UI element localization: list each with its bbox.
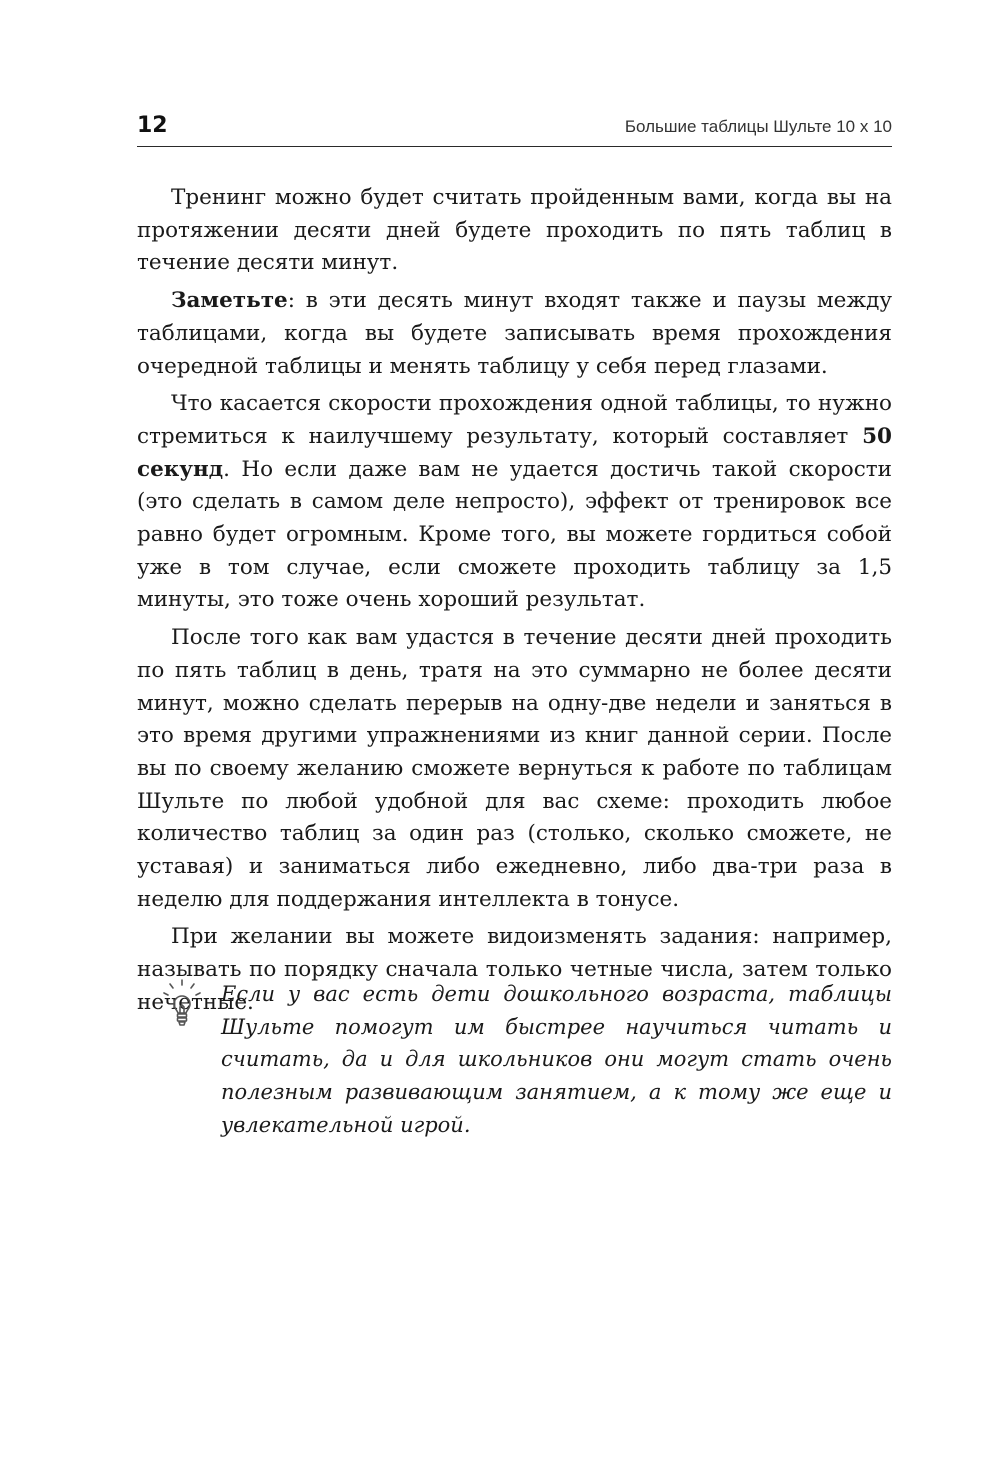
paragraph-4-text: После того как вам удастся в течение десяти дней проходить по пять таблиц в день, тратя на это суммарно не более десяти минут, можно сделать перерыв на одну-две недели и заняться в это время другими упражнениями из книг данной серии. После вы по своему желанию сможете вернуться к работе по таблицам Шульте по любой удобной для вас схеме: проходить любое количество таблиц за один раз (столько, сколько сможете, не уставая) и заниматься либо ежедневно, либо два-три раза в неделю для поддержания интеллекта в тонусе. — [137, 625, 892, 912]
body-text — [137, 182, 892, 1025]
paragraph-2 — [137, 285, 892, 383]
running-title: Большие таблицы Шульте 10 х 10 — [624, 117, 892, 136]
lightbulb-icon — [160, 978, 204, 1030]
tip-text: Если у вас есть дети дошкольного возраста, таблицы Шульте помогут им быстрее научиться читать и считать, да и для школьников они могут стать очень полезным развивающим занятием, а к тому же еще и увлекательной игрой. — [221, 982, 892, 1137]
best-result-value: 50 секунд — [137, 423, 892, 482]
paragraph-3-text-after: . Но если даже вам не удается достичь такой скорости (это сделать в самом деле непросто), эффект от тренировок все равно будет огромным. Кроме того, вы можете гордиться собой уже в том случае, если сможете проходить таблицу за 1,5 минуты, это тоже очень хороший результат. — [137, 456, 892, 613]
paragraph-4 — [137, 622, 892, 916]
note-label: Заметьте — [171, 288, 288, 314]
paragraph-3 — [137, 388, 892, 617]
paragraph-1-text: Тренинг можно будет считать пройденным вами, когда вы на протяжении десяти дней будете проходить по пять таблиц в течение десяти минут. — [137, 185, 892, 276]
page-number: 12 — [137, 113, 168, 138]
paragraph-1 — [137, 182, 892, 280]
page-header — [137, 112, 892, 147]
paragraph-5-text: При желании вы можете видоизменять задания: например, называть по порядку сначала только четные числа, затем только нечетные. — [137, 924, 892, 1015]
paragraph-2-text: : в эти десять минут входят также и паузы между таблицами, когда вы будете записывать время прохождения очередной таблицы и менять таблицу у себя перед глазами. — [137, 288, 892, 379]
paragraph-3-text-before: Что касается скорости прохождения одной таблицы, то нужно стремиться к наилучшему результату, который составляет — [137, 391, 892, 449]
